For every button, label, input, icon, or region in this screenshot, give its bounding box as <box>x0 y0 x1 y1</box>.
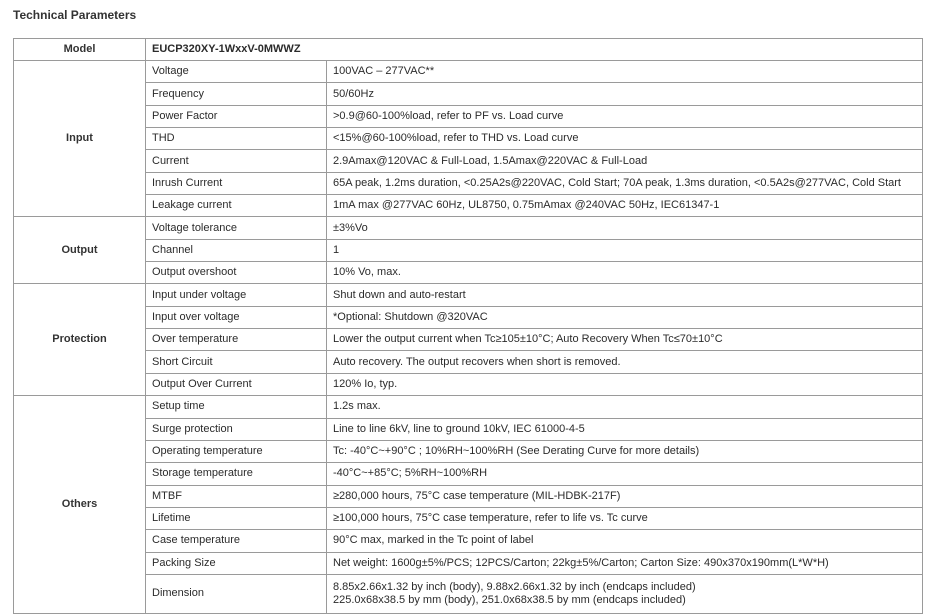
value-cell: *Optional: Shutdown @320VAC <box>327 306 923 328</box>
parameter-cell: Frequency <box>146 83 327 105</box>
table-row <box>14 105 923 127</box>
model-label: Model <box>14 39 146 61</box>
parameter-cell: Operating temperature <box>146 440 327 462</box>
model-value: EUCP320XY-1WxxV-0MWWZ <box>146 39 923 61</box>
value-cell: <15%@60-100%load, refer to THD vs. Load curve <box>327 128 923 150</box>
parameter-cell: Voltage tolerance <box>146 217 327 239</box>
table-row <box>14 396 923 418</box>
table-row <box>14 329 923 351</box>
parameter-cell: Dimension <box>146 574 327 613</box>
value-cell: Auto recovery. The output recovers when short is removed. <box>327 351 923 373</box>
value-cell: 120% Io, typ. <box>327 373 923 395</box>
value-cell: >0.9@60-100%load, refer to PF vs. Load curve <box>327 105 923 127</box>
parameter-cell: Output Over Current <box>146 373 327 395</box>
parameter-cell: Inrush Current <box>146 172 327 194</box>
parameter-cell: Input over voltage <box>146 306 327 328</box>
value-cell: 90°C max, marked in the Tc point of label <box>327 530 923 552</box>
category-cell: Input <box>14 61 146 217</box>
parameter-cell: Voltage <box>146 61 327 83</box>
value-cell: 1.2s max. <box>327 396 923 418</box>
table-row <box>14 440 923 462</box>
table-row <box>14 83 923 105</box>
parameter-cell: Surge protection <box>146 418 327 440</box>
parameter-cell: Case temperature <box>146 530 327 552</box>
parameter-cell: Leakage current <box>146 195 327 217</box>
value-cell: 100VAC – 277VAC** <box>327 61 923 83</box>
page-title: Technical Parameters <box>13 8 137 22</box>
value-cell: ≥100,000 hours, 75°C case temperature, refer to life vs. Tc curve <box>327 507 923 529</box>
table-row <box>14 507 923 529</box>
spec-table-body <box>14 39 923 614</box>
value-cell: Net weight: 1600g±5%/PCS; 12PCS/Carton; 22kg±5%/Carton; Carton Size: 490x370x190mm(L*W*H) <box>327 552 923 574</box>
table-row <box>14 262 923 284</box>
parameter-cell: Channel <box>146 239 327 261</box>
table-row <box>14 195 923 217</box>
parameter-cell: Setup time <box>146 396 327 418</box>
category-cell: Output <box>14 217 146 284</box>
table-row <box>14 150 923 172</box>
table-row <box>14 306 923 328</box>
table-row <box>14 351 923 373</box>
parameter-cell: Output overshoot <box>146 262 327 284</box>
value-line: 8.85x2.66x1.32 by inch (body), 9.88x2.66x1.32 by inch (endcaps included) <box>333 580 696 593</box>
value-cell: 2.9Amax@120VAC & Full-Load, 1.5Amax@220VAC & Full-Load <box>327 150 923 172</box>
parameter-cell: Power Factor <box>146 105 327 127</box>
table-row <box>14 418 923 440</box>
table-row <box>14 217 923 239</box>
parameter-cell: Storage temperature <box>146 463 327 485</box>
value-cell: 1 <box>327 239 923 261</box>
parameter-cell: MTBF <box>146 485 327 507</box>
parameter-cell: Packing Size <box>146 552 327 574</box>
table-row-model <box>14 39 923 61</box>
value-cell: ≥280,000 hours, 75°C case temperature (MIL-HDBK-217F) <box>327 485 923 507</box>
value-cell: Line to line 6kV, line to ground 10kV, IEC 61000-4-5 <box>327 418 923 440</box>
value-cell: 1mA max @277VAC 60Hz, UL8750, 0.75mAmax @240VAC 50Hz, IEC61347-1 <box>327 195 923 217</box>
value-cell <box>327 574 923 613</box>
value-cell: 10% Vo, max. <box>327 262 923 284</box>
table-row <box>14 373 923 395</box>
value-cell: -40°C~+85°C; 5%RH~100%RH <box>327 463 923 485</box>
parameter-cell: Input under voltage <box>146 284 327 306</box>
parameter-cell: Lifetime <box>146 507 327 529</box>
value-cell: 65A peak, 1.2ms duration, <0.25A2s@220VAC, Cold Start; 70A peak, 1.3ms duration, <0.5A2s@277VAC, Cold Start <box>327 172 923 194</box>
table-row <box>14 530 923 552</box>
value-cell: Shut down and auto-restart <box>327 284 923 306</box>
table-row <box>14 172 923 194</box>
parameter-cell: THD <box>146 128 327 150</box>
category-cell: Others <box>14 396 146 614</box>
table-row <box>14 128 923 150</box>
value-line: 225.0x68x38.5 by mm (body), 251.0x68x38.5 by mm (endcaps included) <box>333 593 686 606</box>
table-row <box>14 463 923 485</box>
spec-table <box>13 38 923 614</box>
table-row <box>14 61 923 83</box>
table-row <box>14 239 923 261</box>
parameter-cell: Current <box>146 150 327 172</box>
parameter-cell: Over temperature <box>146 329 327 351</box>
table-row <box>14 284 923 306</box>
category-cell: Protection <box>14 284 146 396</box>
table-row <box>14 574 923 613</box>
value-cell: ±3%Vo <box>327 217 923 239</box>
value-cell: Lower the output current when Tc≥105±10°C; Auto Recovery When Tc≤70±10°C <box>327 329 923 351</box>
parameter-cell: Short Circuit <box>146 351 327 373</box>
table-row <box>14 552 923 574</box>
table-row <box>14 485 923 507</box>
value-cell: 50/60Hz <box>327 83 923 105</box>
value-cell: Tc: -40°C~+90°C ; 10%RH~100%RH (See Derating Curve for more details) <box>327 440 923 462</box>
